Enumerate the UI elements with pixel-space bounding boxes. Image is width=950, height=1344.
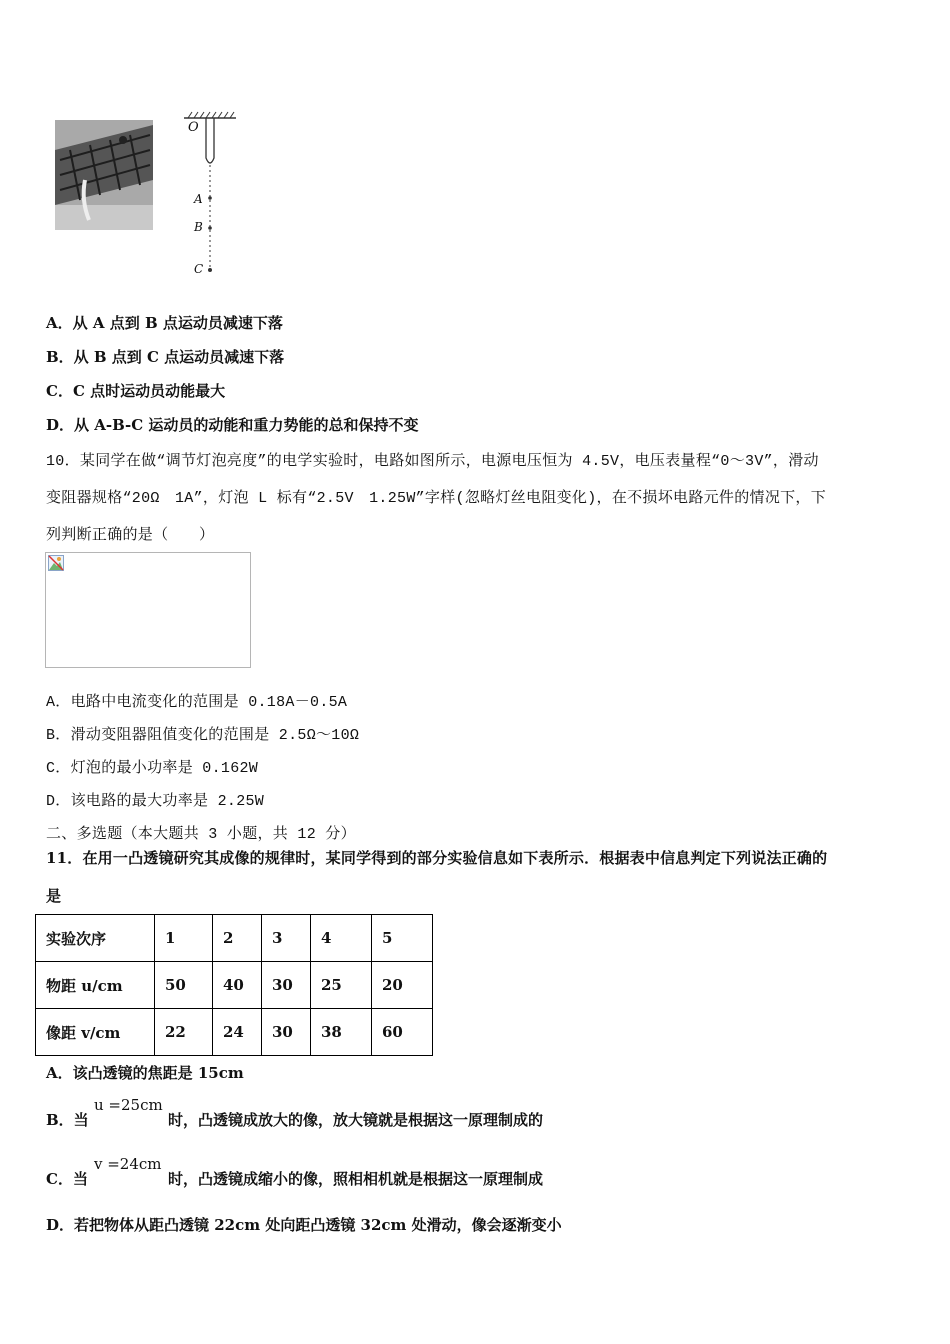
q10-option-d: D．该电路的最大功率是 2.25W xyxy=(46,793,265,810)
q10-option-b: B．滑动变阻器阻值变化的范围是 2.5Ω～10Ω xyxy=(46,727,360,744)
table-cell: 5 xyxy=(372,915,433,962)
q10-option-a: A．电路中电流变化的范围是 0.18A－0.5A xyxy=(46,694,348,711)
q11-option-c-math: v =24cm xyxy=(94,1155,162,1173)
table-cell: 4 xyxy=(311,915,372,962)
table-row xyxy=(36,962,433,1009)
table-cell: 2 xyxy=(213,915,262,962)
table-cell: 1 xyxy=(155,915,213,962)
label-a: A xyxy=(194,192,203,206)
q10-stem-line-3: 列判断正确的是（ ） xyxy=(46,527,215,544)
table-cell: 24 xyxy=(213,1009,262,1056)
table-cell: 40 xyxy=(213,962,262,1009)
q11-option-c-prefix: C．当 xyxy=(46,1170,88,1188)
section-2-title: 二、多选题（本大题共 3 小题，共 12 分） xyxy=(46,826,356,843)
q11-option-b-suffix: 时，凸透镜成放大的像，放大镜就是根据这一原理制成的 xyxy=(168,1111,544,1129)
table-cell: 物距 u/cm xyxy=(36,962,155,1009)
q9-option-c: C．C 点时运动员动能最大 xyxy=(46,382,226,400)
q9-option-b: B．从 B 点到 C 点运动员减速下落 xyxy=(46,348,285,366)
rope-diagram xyxy=(180,110,240,285)
q11-option-c-suffix: 时，凸透镜成缩小的像，照相相机就是根据这一原理制成 xyxy=(168,1170,544,1188)
broken-image-icon xyxy=(48,555,64,571)
table-cell: 3 xyxy=(262,915,311,962)
label-b: B xyxy=(194,220,203,234)
table-cell: 22 xyxy=(155,1009,213,1056)
q11-option-a: A．该凸透镜的焦距是 15cm xyxy=(46,1064,244,1082)
table-cell: 实验次序 xyxy=(36,915,155,962)
table-cell: 25 xyxy=(311,962,372,1009)
table-cell: 60 xyxy=(372,1009,433,1056)
q9-option-a: A．从 A 点到 B 点运动员减速下落 xyxy=(46,314,283,332)
label-c: C xyxy=(194,262,204,276)
q11-option-b-math: u =25cm xyxy=(94,1096,163,1114)
q10-stem-line-2: 变阻器规格“20Ω 1A”，灯泡 L 标有“2.5V 1.25W”字样(忽略灯丝电阻变化)，在不损坏电路元件的情况下，下 xyxy=(46,490,827,507)
table-cell: 50 xyxy=(155,962,213,1009)
table-cell: 30 xyxy=(262,962,311,1009)
table-row xyxy=(36,1009,433,1056)
q11-stem-line-1: 11．在用一凸透镜研究其成像的规律时，某同学得到的部分实验信息如下表所示．根据表中信息判定下列说法正确的 xyxy=(46,849,828,867)
bungee-photo xyxy=(55,120,153,230)
table-row xyxy=(36,915,433,962)
q11-option-d: D．若把物体从距凸透镜 22cm 处向距凸透镜 32cm 处滑动，像会逐渐变小 xyxy=(46,1216,562,1234)
q11-stem-line-2: 是 xyxy=(46,887,62,905)
circuit-image-placeholder xyxy=(45,552,251,668)
q11-option-b-prefix: B．当 xyxy=(46,1111,89,1129)
table-cell: 38 xyxy=(311,1009,372,1056)
table-cell: 30 xyxy=(262,1009,311,1056)
q10-option-c: C．灯泡的最小功率是 0.162W xyxy=(46,760,259,777)
q10-stem-line-1: 10．某同学在做“调节灯泡亮度”的电学实验时，电路如图所示，电源电压恒为 4.5V，电压表量程“0～3V”，滑动 xyxy=(46,453,819,470)
label-o: O xyxy=(188,120,199,135)
table-cell: 20 xyxy=(372,962,433,1009)
table-cell: 像距 v/cm xyxy=(36,1009,155,1056)
q9-option-d: D．从 A-B-C 运动员的动能和重力势能的总和保持不变 xyxy=(46,416,419,434)
lens-data-table xyxy=(35,914,433,1056)
